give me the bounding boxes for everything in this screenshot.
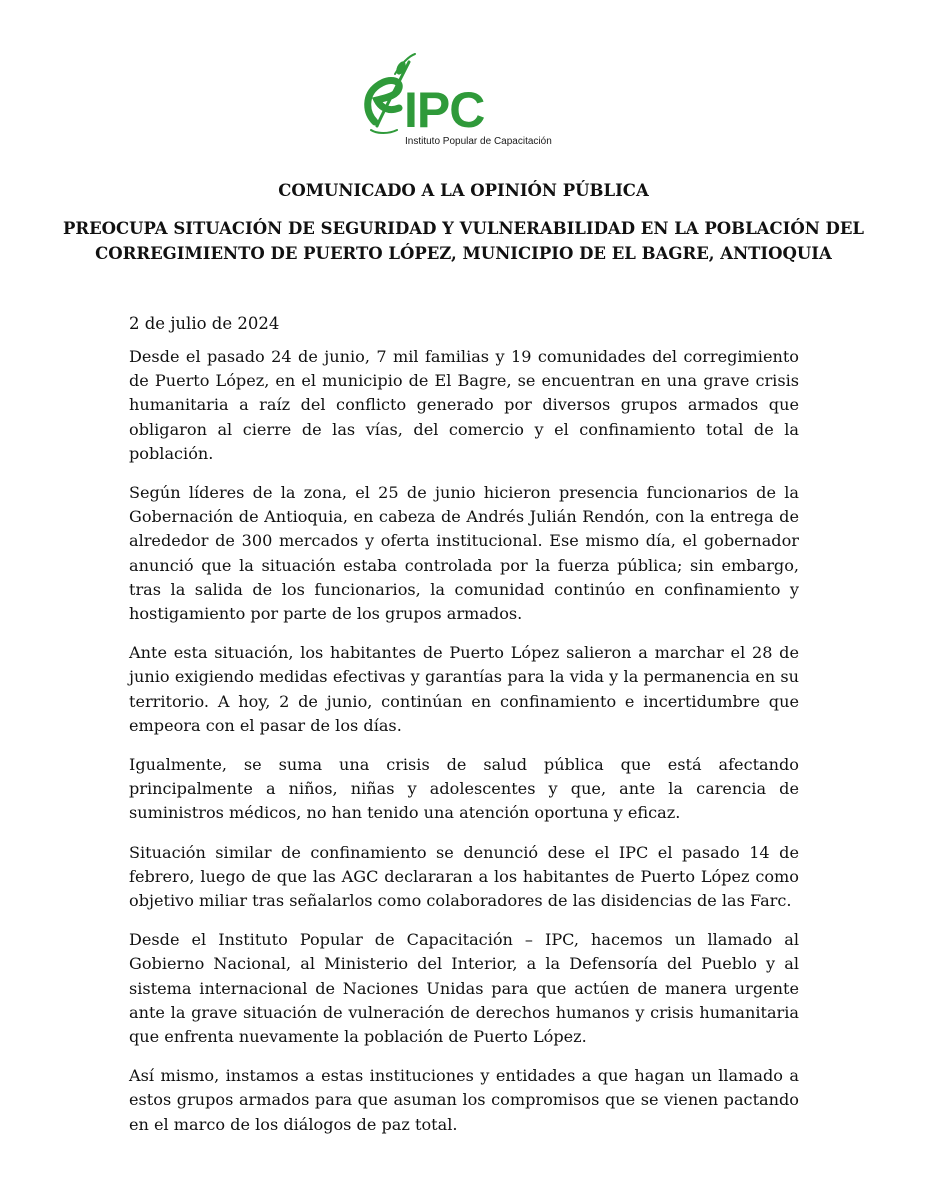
paragraph: Desde el pasado 24 de junio, 7 mil familias y 19 comunidades del corregimiento de Puerto López, en el municipio de El Bagre, se encuentran en una grave crisis humanitaria a raíz del conflicto generado por diversos grupos armados que obligaron al cierre de las vías, del comercio y el confinamiento total de la población.	[129, 347, 799, 463]
paragraph: Desde el Instituto Popular de Capacitación – IPC, hacemos un llamado al Gobierno Nacional, al Ministerio del Interior, a la Defensoría del Pueblo y al sistema internacional de Naciones Unidas para que actúen de manera urgente ante la grave situación de vulneración de derechos humanos y crisis humanitaria que enfrenta nuevamente la población de Puerto López.	[129, 930, 799, 1047]
paragraph: Según líderes de la zona, el 25 de junio hicieron presencia funcionarios de la Gobernación de Antioquia, en cabeza de Andrés Julián Rendón, con la entrega de alrededor de 300 mercados y oferta institucional. Ese mismo día, el gobernador anunció que la situación estaba controlada por la fuerza pública; sin embargo, tras la salida de los funcionarios, la comunidad continúo en confinamiento y hostigamiento por parte de los grupos armados.	[129, 483, 799, 624]
paragraph: Ante esta situación, los habitantes de Puerto López salieron a marchar el 28 de junio exigiendo medidas efectivas y garantías para la vida y la permanencia en su territorio. A hoy, 2 de junio, continúan en confinamiento e incertidumbre que empeora con el pasar de los días.	[129, 643, 799, 735]
paragraph: Igualmente, se suma una crisis de salud pública que está afectando principalmente a niños, niñas y adolescentes y que, ante la carencia de suministros médicos, no han tenido una atención oportuna y eficaz.	[129, 755, 799, 823]
ipc-logo	[355, 50, 570, 150]
logo-subtitle: Instituto Popular de Capacitación	[405, 136, 552, 147]
page-subtitle: PREOCUPA SITUACIÓN DE SEGURIDAD Y VULNERABILIDAD EN LA POBLACIÓN DEL CORREGIMIENTO DE PUERTO LÓPEZ, MUNICIPIO DE EL BAGRE, ANTIOQUIA	[62, 219, 865, 263]
paragraph: Situación similar de confinamiento se denunció dese el IPC el pasado 14 de febrero, luego de que las AGC declararan a los habitantes de Puerto López como objetivo miliar tras señalarlos como colaboradores de las disidencias de las Farc.	[129, 842, 799, 911]
document-date: 2 de julio de 2024	[129, 314, 280, 333]
paragraph: Así mismo, instamos a estas instituciones y entidades a que hagan un llamado a estos grupos armados para que asuman los compromisos que se vienen pactando en el marco de los diálogos de paz total.	[129, 1066, 799, 1134]
logo-text: IPC	[404, 82, 485, 138]
page-title: COMUNICADO A LA OPINIÓN PÚBLICA	[278, 181, 649, 200]
document-body	[129, 345, 799, 1152]
